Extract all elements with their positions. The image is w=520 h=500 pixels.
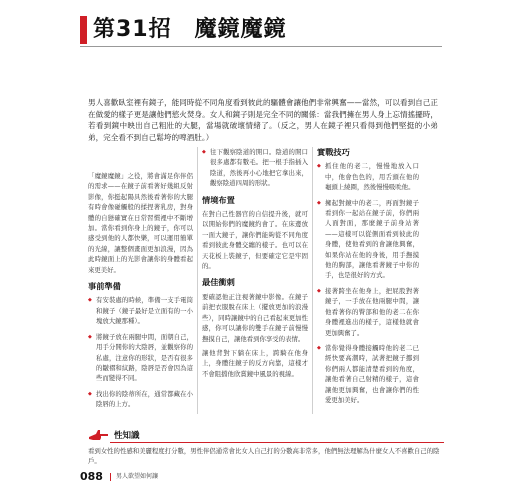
best-thrust-paragraph-2: 讓他背對下躺在床上，跨騎在他身上，身體往鏡子的反方向靠，這樣才不會阻擋他欣賞鏡中風景的視線。 <box>202 348 308 378</box>
header-divider <box>80 46 442 47</box>
page-number: 088 <box>80 470 103 483</box>
list-item: ◆ 當你覺得身體接觸時他的老二已經快要高潮時，試著把鏡子挪到你們兩人都能清楚看到的角度，讓他看著自己射精的樣子，這會讓他更加興奮，也會讓你們的性愛更加美好。 <box>317 343 419 405</box>
column-left <box>88 171 193 415</box>
best-thrust-paragraph-1: 要確認他正注視著鏡中影像。在鏡子前把衣服脫在床上（擺放更加的浪漫些），同時讓鏡中的自己看起來更加性感，你可以讓你的雙手在鏡子前慢慢撫摸自己，讓他看到你享受的表情。 <box>202 292 308 343</box>
column-middle <box>202 147 308 383</box>
techniques-list <box>317 161 419 405</box>
preparation-list-continued <box>202 147 308 189</box>
list-item: ◆ 抓住他的老二，慢慢地放入口中，他會色色的，用舌頭在他的龜頭上繞圈，然後慢慢吸吮他。 <box>317 161 419 192</box>
sex-knowledge-rule <box>110 442 444 443</box>
preparation-heading: 事前準備 <box>88 281 121 292</box>
column-divider <box>312 147 313 414</box>
hand-pointer-icon <box>88 428 110 442</box>
column-left-paragraph: 「魔鏡魔鏡」之役，將會滿足你伴侶的需求——在鏡子前看著好幾組反射影像，你挺起陽具然後看著你的大腿有時會像碰觸般的揉捏著乳房，對身體的自戀確實在日常習慣裡中不斷增加。當你看到你身上的鏡子，你可以感受到他的人都快樂，可以運用簡單的光線，讓整個畫面更加浪漫，因為此時鏡面上的光影會讓你的身體看起來更美好。 <box>88 172 193 274</box>
sex-knowledge-title: 性知識 <box>114 431 140 441</box>
chapter-accent-bar <box>80 16 87 44</box>
chapter-title: 第31招 魔鏡魔鏡 <box>93 17 287 42</box>
preparation-list <box>88 295 193 409</box>
list-item: ◆ 找出你的陰蒂所在，通常都藏在小陰唇的上方。 <box>88 389 193 410</box>
best-thrust-heading: 最佳衝刺 <box>202 277 235 288</box>
footer-book-title: 男人欲望如何讓 <box>116 473 159 480</box>
column-right <box>317 147 419 410</box>
list-item: ◆ 有安裝處的時候，準備一支手電筒和鏡子（鏡子最好是立面有的一小塊放大鏡那種）。 <box>88 295 193 326</box>
list-item: ◆ 將鏡子放在兩腿中間，面朝自己，用手分開你的大陰唇，並觀察你的私處，注意你的形狀，是否有很多的皺褶和紋路，陰唇是否會因為這些而變得不同。 <box>88 332 193 384</box>
intro-paragraph: 男人喜歡臥室裡有鏡子，能同時從不同角度看到彼此的驅體會讓他們非常興奮——當然，可以看到自己正在做愛的樣子更是讓他們慾火焚身。女人和鏡子則是完全不同的關係：當我們擁在男人身上忘情搖擺時，若看到鏡中映出自己粗壯的大腿，當場就破壞情緒了。（反之，男人在鏡子裡只看得到他們堅挺的小弟弟，完全看不到自己鬆垮的啤酒肚。） <box>88 98 438 142</box>
list-item: ◆ 擁起對鏡中的老二，再面對鏡子看到你一起站在鏡子前，你們兩人面對面，那麼鏡子前身站著——這樣可以從側面看到彼此的身體，使他看到的會讓他興奮，如果你站在他的身後，用手撫摸他的胸部，讓他看著鏡子中你的手，也是很好的方式。 <box>317 198 419 281</box>
column-divider <box>197 147 198 414</box>
list-item: ◆ 接著跨坐在他身上，把屁股對著鏡子，一手放在他兩腿中間，讓他看著你的臀部和他的老二在你身體裡進出的樣子，這樣他就會更加興奮了。 <box>317 286 419 338</box>
setting-heading: 情境布置 <box>202 194 235 205</box>
list-item: ◆ 往下觀察陰道的開口。陰道的開口很多處都有數毛。把一根手指插入陰道，然後再小心地把它拿出來，觀察陰道四周的形狀。 <box>202 147 308 189</box>
chapter-header <box>80 16 440 44</box>
sex-knowledge-text: 看到女性的性感和美麗程度打分數，男性伴侶通常會比女人自己打的分數高非常多，他們無法理解為什麼女人不喜歡自己的陰戶。 <box>88 447 440 465</box>
footer-separator <box>110 473 111 481</box>
setting-paragraph: 在對自己性器官的自信提升後，就可以開始你們的魔鏡約會了。在床邊放一面大鏡子，讓你們能夠從不同角度看到彼此身體交纏的樣子。也可以在天花板上裝鏡子，但要確定它是牢固的。 <box>202 210 308 271</box>
page-footer <box>80 470 280 484</box>
techniques-heading: 實戰技巧 <box>317 147 350 157</box>
